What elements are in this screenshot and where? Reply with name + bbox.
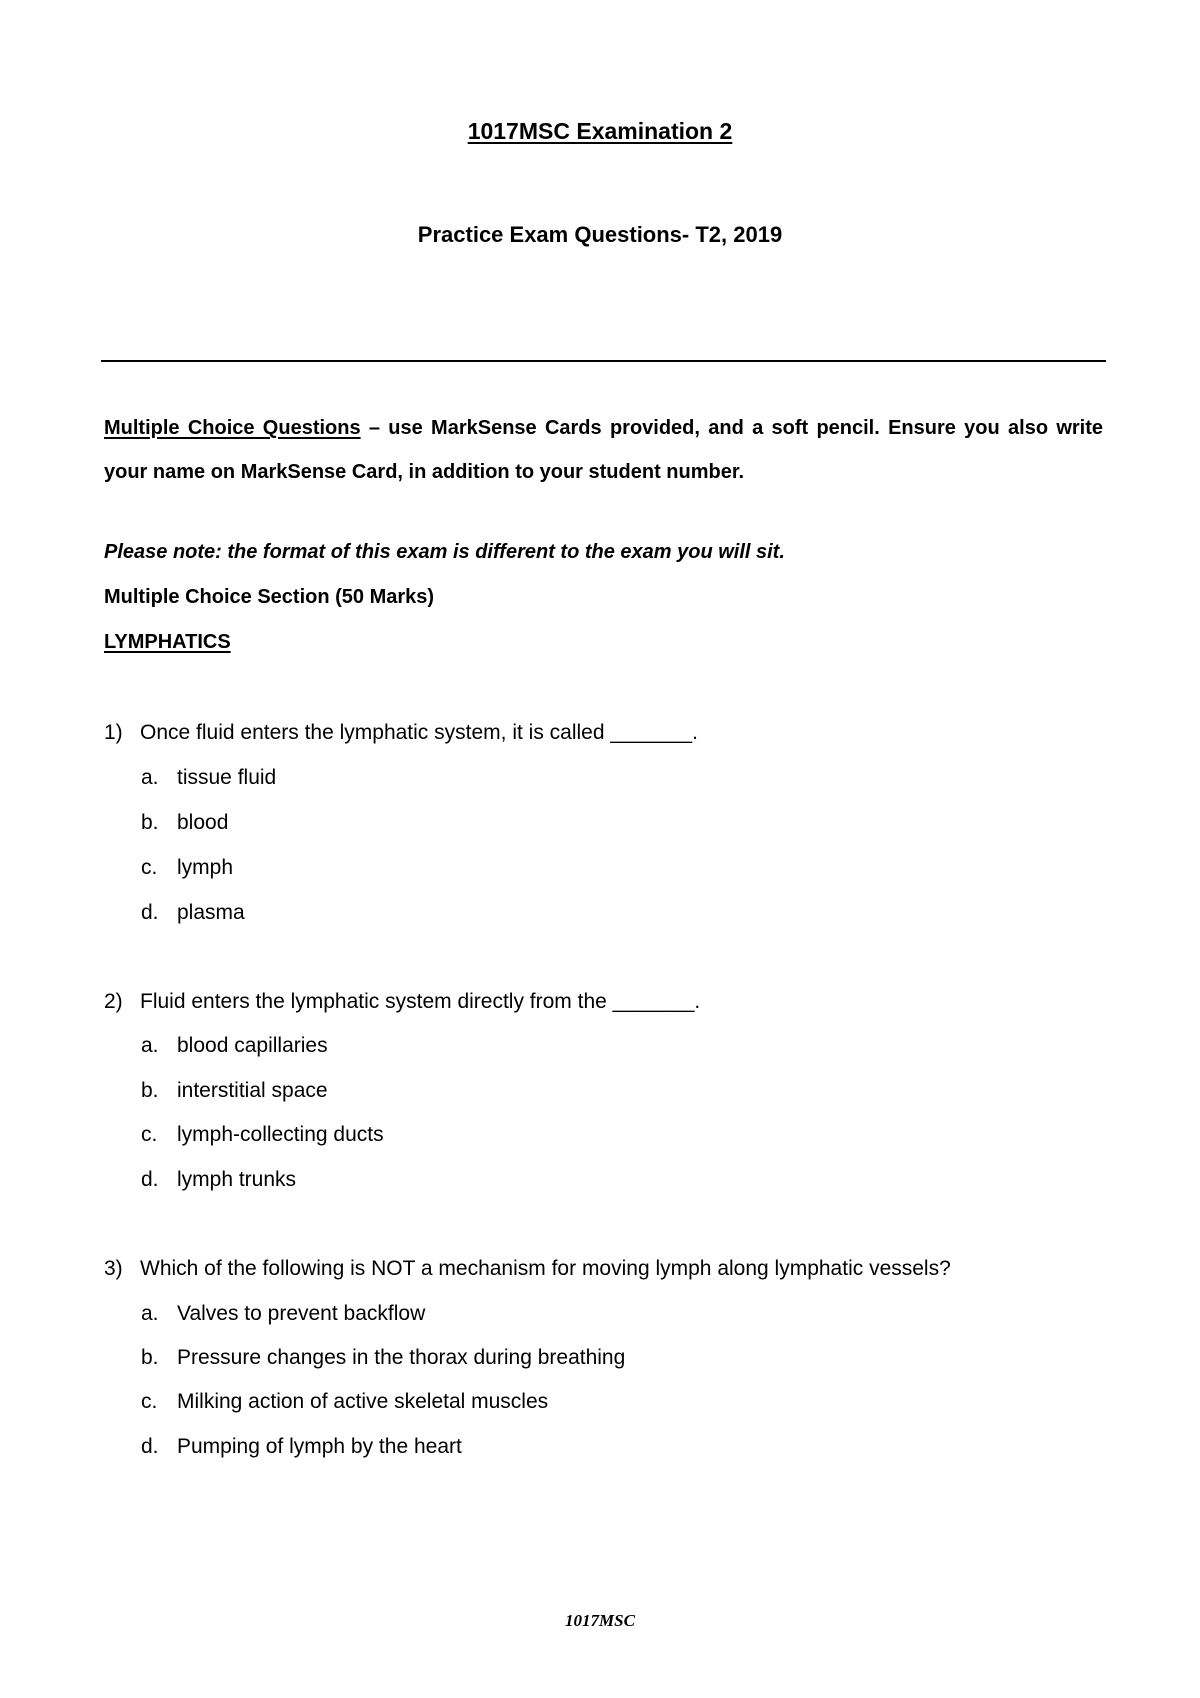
option-text: Pressure changes in the thorax during breathing xyxy=(177,1346,626,1369)
option-text: Milking action of active skeletal muscles xyxy=(177,1390,549,1413)
question-text: Fluid enters the lymphatic system directly from the _______. xyxy=(140,990,701,1013)
option-letter: a. xyxy=(141,1302,159,1325)
instructions-text: – use MarkSense Cards provided, and a soft pencil. Ensure you also write your name on MarkSense Card, in addition to your student number. xyxy=(104,417,1104,483)
option-letter: c. xyxy=(141,1390,158,1413)
option-letter: a. xyxy=(141,1034,159,1057)
exam-title: 1017MSC Examination 2 xyxy=(467,118,733,144)
option-text: lymph-collecting ducts xyxy=(177,1123,384,1146)
exam-subtitle: Practice Exam Questions- T2, 2019 xyxy=(417,222,783,247)
option-text: lymph xyxy=(177,856,234,879)
option-text: lymph trunks xyxy=(177,1168,297,1191)
section-title: Multiple Choice Section (50 Marks) xyxy=(104,586,435,608)
question-number: 3) xyxy=(104,1257,123,1280)
instructions-lead: Multiple Choice Questions xyxy=(104,417,361,439)
option-letter: d. xyxy=(141,1435,159,1458)
question-text: Which of the following is NOT a mechanism for moving lymph along lymphatic vessels? xyxy=(140,1257,951,1280)
option-text: interstitial space xyxy=(177,1079,328,1102)
option-letter: c. xyxy=(141,856,158,879)
option-text: blood xyxy=(177,811,229,834)
question-number: 2) xyxy=(104,990,123,1013)
horizontal-rule xyxy=(101,360,1106,362)
option-letter: b. xyxy=(141,1079,159,1102)
option-text: Valves to prevent backflow xyxy=(177,1302,426,1325)
option-text: plasma xyxy=(177,901,245,924)
option-letter: d. xyxy=(141,1168,159,1191)
question-number: 1) xyxy=(104,721,123,744)
option-text: tissue fluid xyxy=(177,766,277,789)
instructions-paragraph xyxy=(104,406,1103,494)
option-text: Pumping of lymph by the heart xyxy=(177,1435,462,1458)
option-letter: d. xyxy=(141,901,159,924)
option-letter: b. xyxy=(141,811,159,834)
option-letter: b. xyxy=(141,1346,159,1369)
format-note: Please note: the format of this exam is different to the exam you will sit. xyxy=(104,541,785,563)
option-letter: c. xyxy=(141,1123,158,1146)
option-letter: a. xyxy=(141,766,159,789)
page-footer: 1017MSC xyxy=(565,1611,635,1630)
question-text: Once fluid enters the lymphatic system, it is called _______. xyxy=(140,721,698,744)
topic-heading: LYMPHATICS xyxy=(104,631,231,653)
option-text: blood capillaries xyxy=(177,1034,328,1057)
